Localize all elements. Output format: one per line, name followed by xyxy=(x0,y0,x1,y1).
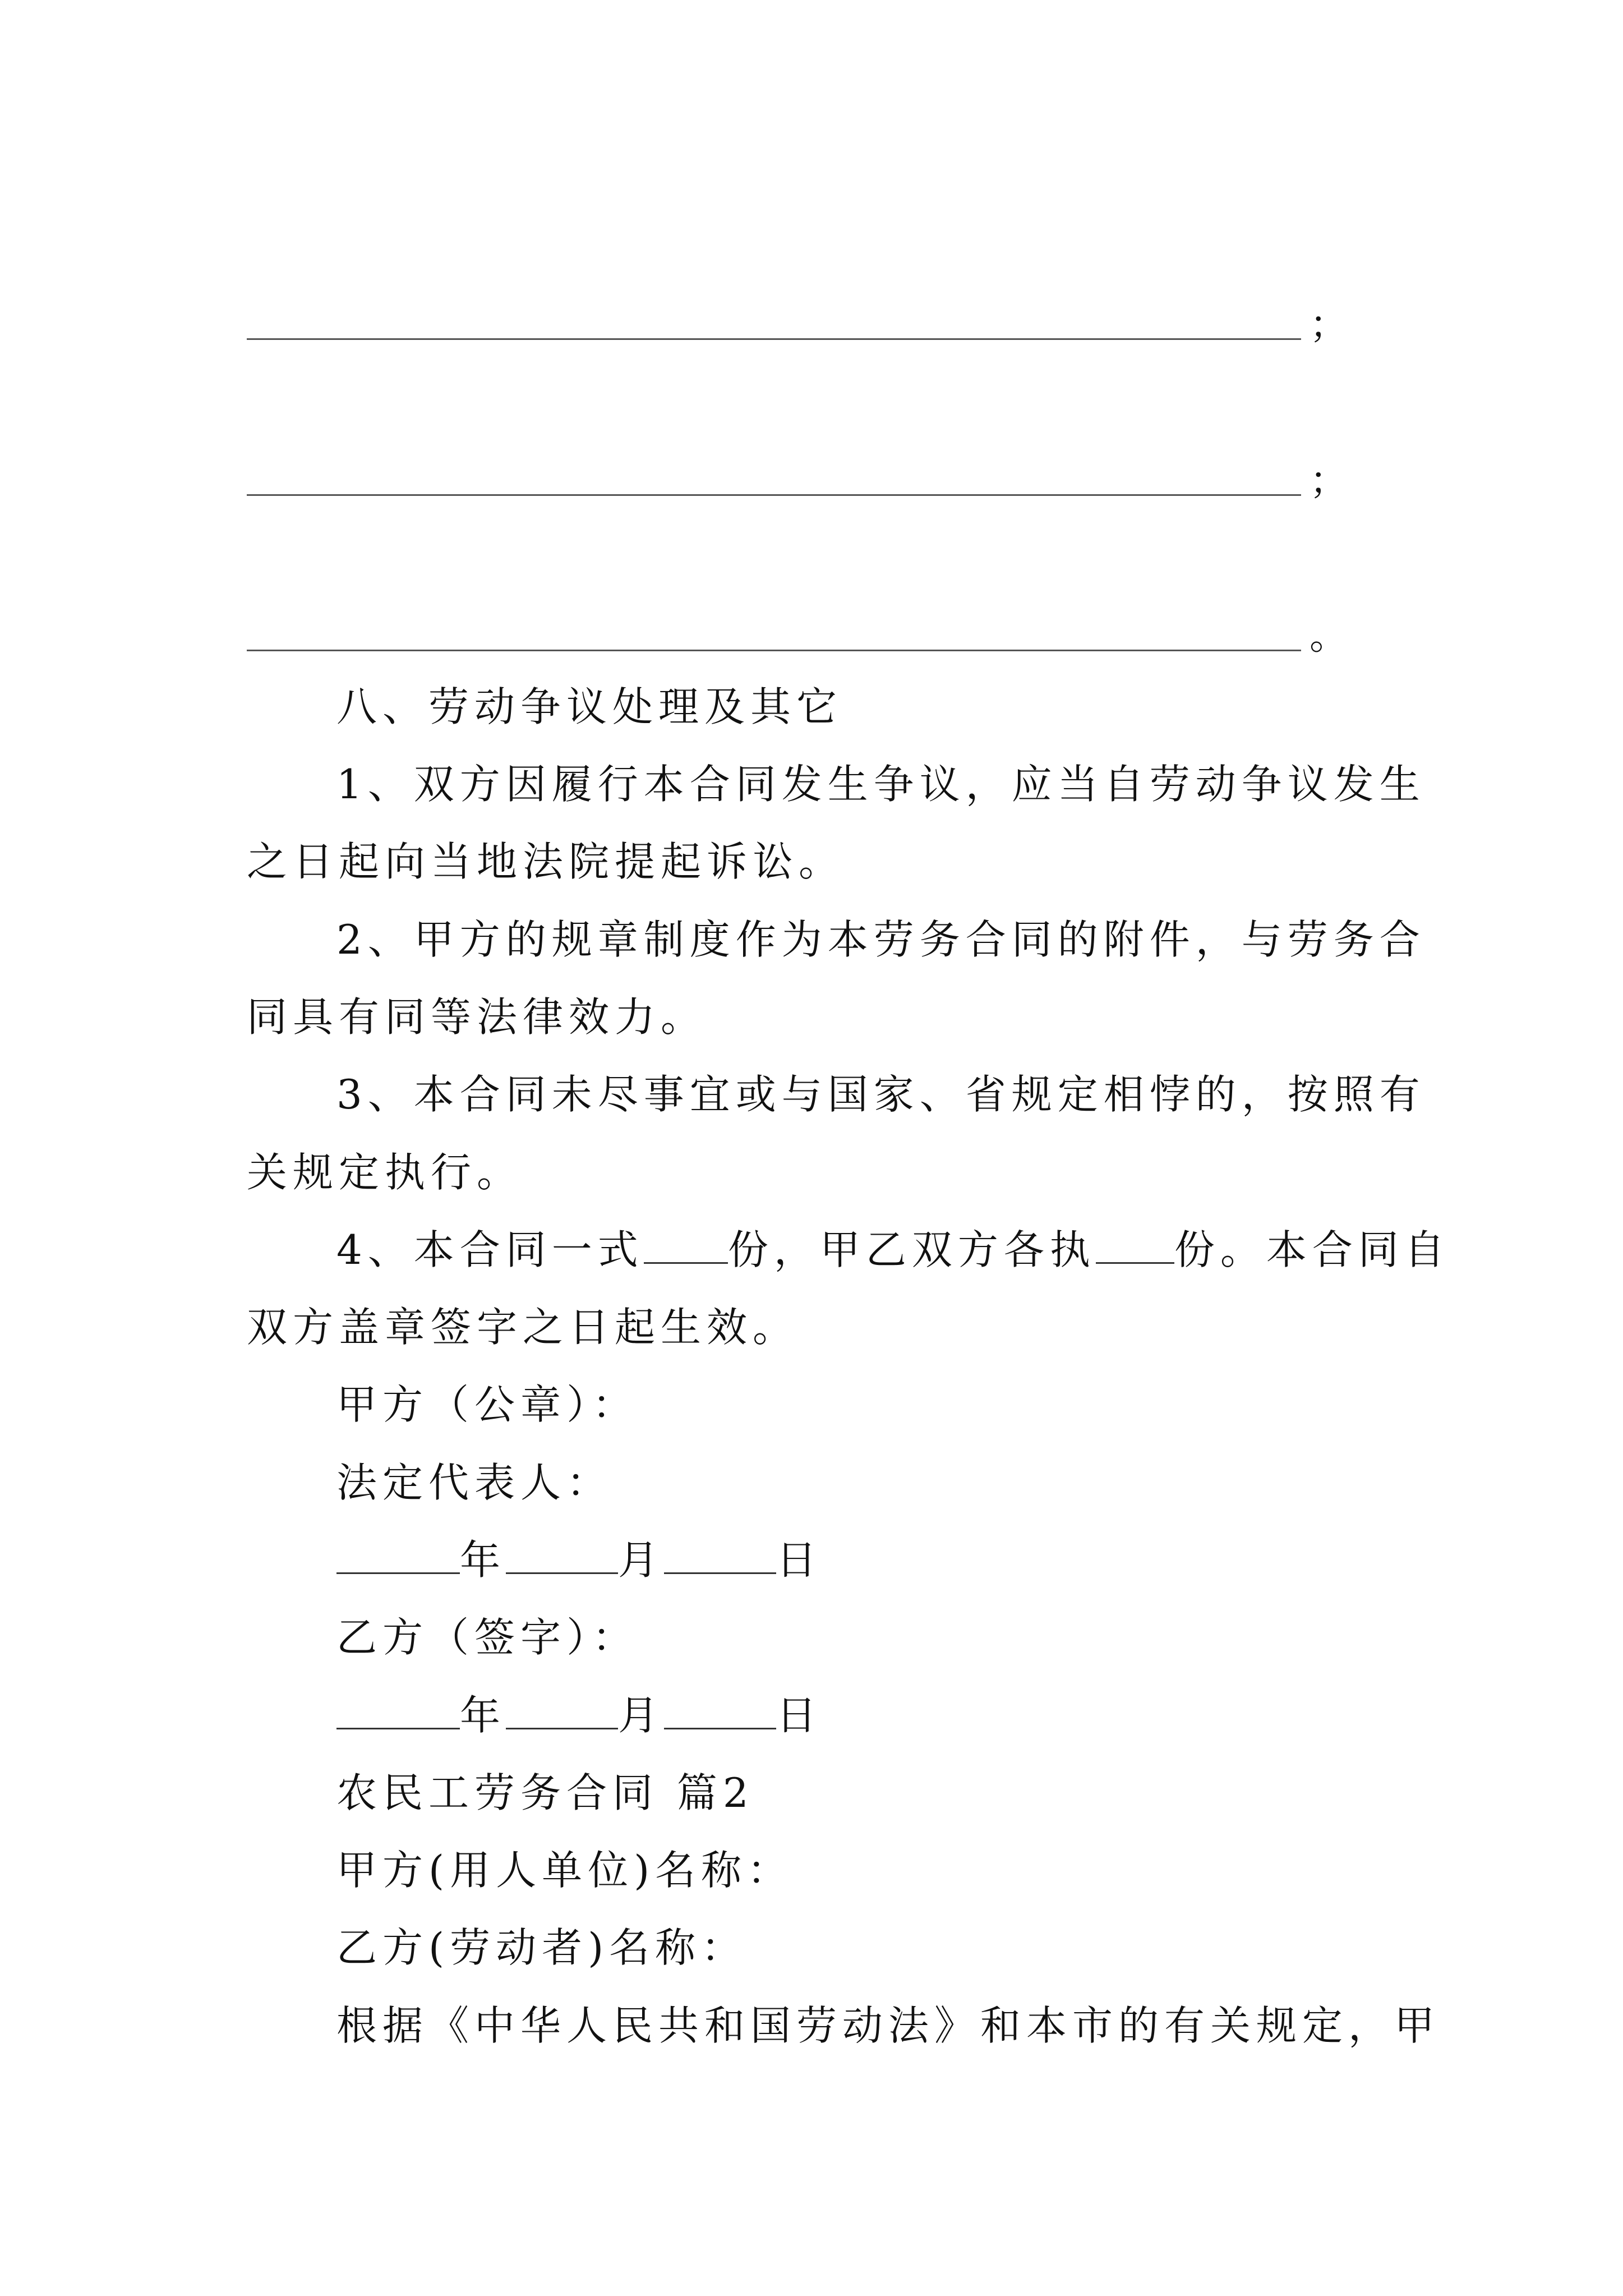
day-blank xyxy=(664,1688,776,1729)
item-1-line-2: 之日起向当地法院提起诉讼。 xyxy=(247,838,845,885)
copies-each-blank xyxy=(1096,1223,1174,1264)
party-b-sign-label: 乙方（签字）： xyxy=(336,1614,639,1661)
item-4-part-a: 4、本合同一式 xyxy=(336,1226,644,1273)
row-punctuation: ； xyxy=(1310,303,1348,347)
party-a-employer-name-label: 甲方(用人单位)名称： xyxy=(336,1847,794,1894)
party-b-worker-name-label: 乙方(劳动者)名称： xyxy=(336,1924,748,1971)
item-2-line-2: 同具有同等法律效力。 xyxy=(247,993,707,1041)
blank-fill-row-2 xyxy=(247,459,1348,504)
day-blank xyxy=(664,1533,776,1574)
contract-2-intro: 根据《中华人民共和国劳动法》和本市的有关规定，甲 xyxy=(336,2002,1441,2049)
item-4-part-b: 份，甲乙双方各执 xyxy=(727,1226,1096,1273)
month-label: 月 xyxy=(618,1536,665,1584)
day-label: 日 xyxy=(776,1536,823,1584)
copies-total-blank xyxy=(644,1223,728,1264)
month-label: 月 xyxy=(618,1692,665,1739)
item-3-line-1: 3、本合同未尽事宜或与国家、省规定相悖的，按照有 xyxy=(336,1071,1426,1118)
year-label: 年 xyxy=(460,1692,506,1739)
legal-representative-label: 法定代表人： xyxy=(336,1459,613,1506)
month-blank xyxy=(506,1533,618,1574)
row-punctuation: 。 xyxy=(1310,614,1348,659)
day-label: 日 xyxy=(776,1692,823,1739)
item-1-line-1: 1、双方因履行本合同发生争议，应当自劳动争议发生 xyxy=(336,761,1426,808)
blank-underline xyxy=(247,338,1301,340)
item-2-line-1: 2、甲方的规章制度作为本劳务合同的附件，与劳务合 xyxy=(336,916,1426,963)
item-4-line-2: 双方盖章签字之日起生效。 xyxy=(247,1304,799,1351)
row-punctuation: ； xyxy=(1310,459,1348,503)
month-blank xyxy=(506,1688,618,1729)
section-heading: 八、劳动争议处理及其它 xyxy=(336,683,843,730)
item-4-part-c: 份。本合同自 xyxy=(1174,1226,1450,1273)
year-blank xyxy=(336,1688,460,1729)
item-4-line-1 xyxy=(336,1222,1450,1278)
year-label: 年 xyxy=(460,1536,506,1584)
blank-underline xyxy=(247,650,1301,651)
blank-fill-row-3 xyxy=(247,614,1348,659)
party-a-date-line xyxy=(336,1532,822,1588)
party-a-seal-label: 甲方（公章）： xyxy=(336,1381,639,1428)
year-blank xyxy=(336,1533,460,1574)
party-b-date-line xyxy=(336,1687,822,1743)
item-3-line-2: 关规定执行。 xyxy=(247,1149,523,1196)
blank-fill-row-1 xyxy=(247,303,1348,348)
contract-2-title: 农民工劳务合同 篇2 xyxy=(336,1769,754,1816)
blank-underline xyxy=(247,494,1301,496)
